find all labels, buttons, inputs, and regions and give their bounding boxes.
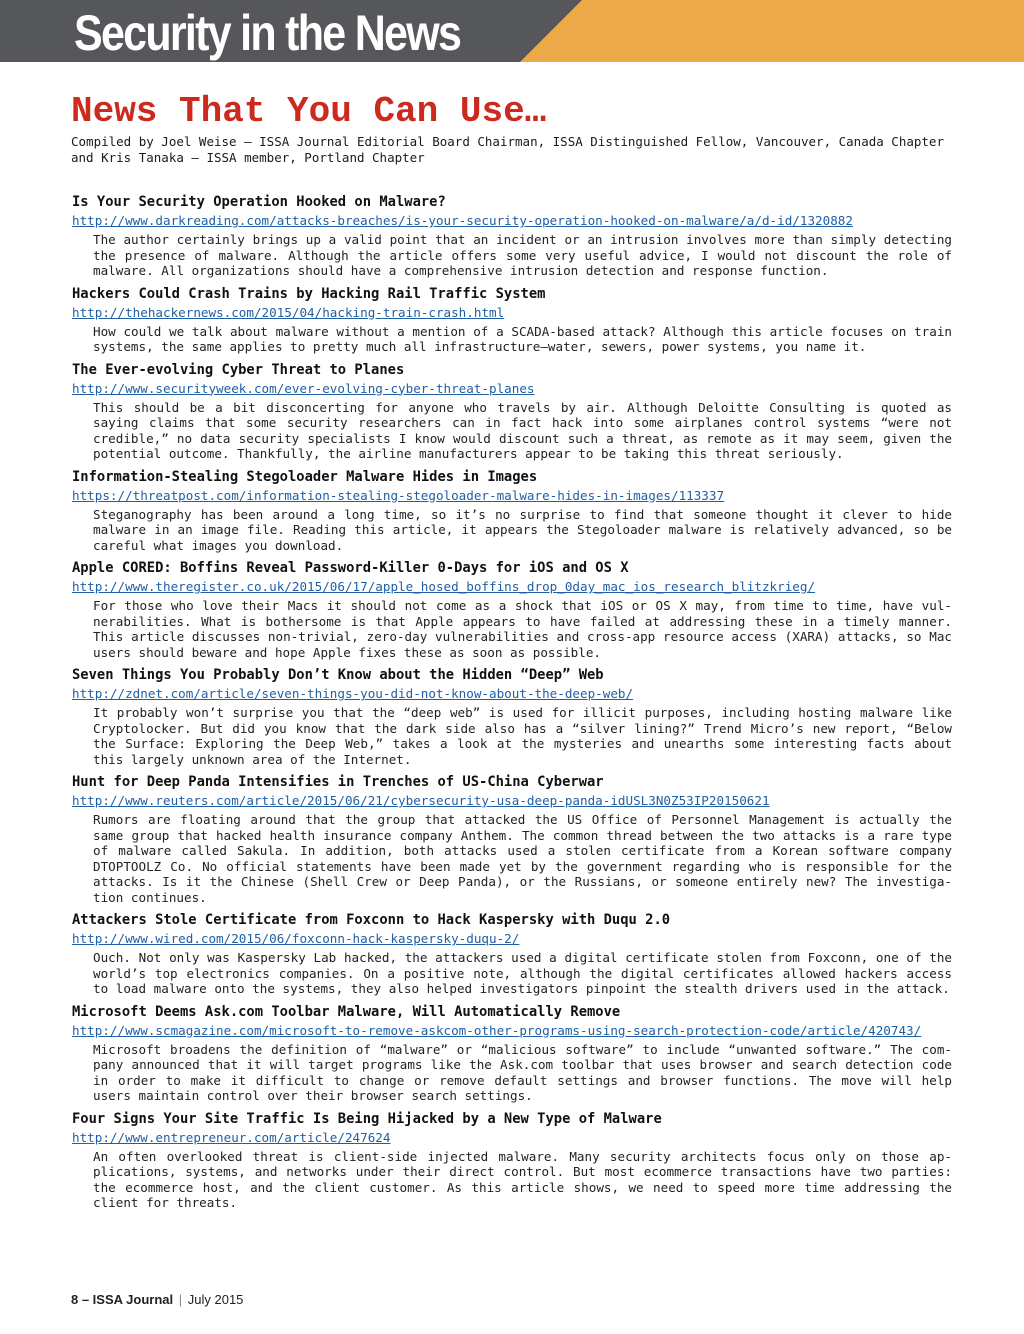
footer-page-label: 8 – ISSA Journal [71,1292,174,1307]
article-link[interactable]: http://www.reuters.com/article/2015/06/21/cybersecurity-usa-deep-panda-idUSL3N0Z53IP20150621 [72,793,770,808]
article-title: Information-Stealing Stegoloader Malware Hides in Images [72,468,538,485]
article-link[interactable]: http://www.wired.com/2015/06/foxconn-hack-kaspersky-duqu-2/ [72,931,520,946]
article-item [72,559,952,660]
section-title: Security in the News [74,5,461,61]
article-link[interactable]: http://www.securityweek.com/ever-evolving-cyber-threat-planes [72,380,535,396]
article-item [72,666,952,767]
article-item [72,361,952,462]
article-title: Is Your Security Operation Hooked on Malware? [72,194,446,210]
article-summary: Rumors are floating around that the group that attacked the US Office of Personnel Management is actually the same group that hacked health insurance company Anthem. The common thread between the two attacks is a rare type of malware called Sakula. In addition, both attacks used a stolen certificate from a Korean software company DTOPTOOLZ Co. No official statements have been made yet by the government regarding who is responsible for the attacks. Is it the Chinese (Shell Crew or Deep Panda), or the Russians, or someone entirely new? The investiga-tion continues. [93,812,952,905]
article-title: The Ever-evolving Cyber Threat to Planes [72,361,405,378]
article-link[interactable]: http://thehackernews.com/2015/04/hacking-train-crash.html [72,304,505,320]
article-list [72,193,952,1217]
article-summary: An often overlooked threat is client-side injected malware. Many security architects focus only on those ap-plications, systems, and networks under their direct control. But most ecommerce transactions have two parties: the ecommerce host, and the client customer. As this article shows, we need to speed more time addressing the client for threats. [93,1148,952,1210]
article-summary: Steganography has been around a long time, so it’s no surprise to find that someone thought it clever to hide malware in an image file. Reading this article, it appears the Stegoloader malware is relatively advanced, so be careful what images you download. [93,506,952,553]
article-summary: This should be a bit disconcerting for anyone who travels by air. Although Deloitte Consulting is quoted as saying claims that some security researchers can in fact hack into some airplanes control systems “were not credible,” no data security specialists I know would discount such a threat, as remote as it may seem, given the potential outcome. Thankfully, the airline manufacturers appear to be taking this threat seriously. [93,399,952,461]
article-item [72,1110,952,1211]
page-title: News That You Can Use… [71,91,547,132]
article-summary: For those who love their Macs it should not come as a shock that iOS or OS X may, from time to time, have vul-nerabilities. What is bothersome is that Apple appears to have failed at addressing these in a timely manner. This article discusses non-trivial, zero-day vulnerabilities and cross-app resource access (XARA) attacks, so Mac users should beware and hope Apple fixes these as soon as possible. [93,598,952,660]
article-title: Seven Things You Probably Don’t Know about the Hidden “Deep” Web [72,667,604,683]
article-item [72,911,952,997]
article-item [72,285,952,355]
article-title: Apple CORED: Boffins Reveal Password-Killer 0-Days for iOS and OS X [72,560,629,576]
section-banner [0,0,1024,62]
article-summary: How could we talk about malware without a mention of a SCADA-based attack? Although this article focuses on train systems, the same applies to pretty much all infrastructure—water, sewers, power systems, you name it. [93,323,952,354]
banner-accent-band [520,0,1024,62]
article-link[interactable]: http://www.darkreading.com/attacks-breaches/is-your-security-operation-hooked-on-malware/a/d-id/1320882 [72,213,853,228]
article-link[interactable]: http://www.scmagazine.com/microsoft-to-remove-askcom-other-programs-using-search-protection-code/article/420743/ [72,1022,922,1038]
article-link[interactable]: http://zdnet.com/article/seven-things-you-did-not-know-about-the-deep-web/ [72,686,634,701]
article-item [72,1003,952,1104]
article-link[interactable]: http://www.theregister.co.uk/2015/06/17/apple_hosed_boffins_drop_0day_mac_ios_research_blitzkrieg/ [72,579,816,594]
article-title: Microsoft Deems Ask.com Toolbar Malware, Will Automatically Remove [72,1003,621,1020]
article-summary: Ouch. Not only was Kaspersky Lab hacked, the attackers used a digital certificate stolen from Foxconn, one of the world’s top electronics companies. On a positive note, although the digital certificates allowed hackers access to load malware onto the systems, they also helped investigators pinpoint the stealth drivers used in the attack. [93,950,952,996]
article-link[interactable]: http://www.entrepreneur.com/article/247624 [72,1129,391,1145]
footer-issue: July 2015 [187,1292,244,1307]
article-title: Four Signs Your Site Traffic Is Being Hijacked by a New Type of Malware [72,1110,662,1127]
article-item [72,193,952,279]
footer-separator: | [178,1292,183,1307]
article-item [72,773,952,905]
article-title: Attackers Stole Certificate from Foxconn to Hack Kaspersky with Duqu 2.0 [72,912,671,928]
article-title: Hackers Could Crash Trains by Hacking Rail Traffic System [72,285,546,302]
article-summary: Microsoft broadens the definition of “malware” or “malicious software” to include “unwanted software.” The com-pany announced that it will target programs like the Ask.com toolbar that uses browser and search detection code in order to make it difficult to change or remove default settings and browser functions. The move will help users maintain control over their browser search settings. [93,1041,952,1103]
article-item [72,468,952,554]
article-summary: It probably won’t surprise you that the “deep web” is used for illicit purposes, including hosting malware like Cryptolocker. But did you know that the dark side also has a “silver lining?” Trend Micro’s new report, “Below the Surface: Exploring the Deep Web,” takes a look at the mysteries and unearths some interesting facts about this largely unknown area of the Internet. [93,705,952,767]
article-title: Hunt for Deep Panda Intensifies in Trenches of US-China Cyberwar [72,774,604,790]
article-link[interactable]: https://threatpost.com/information-stealing-stegoloader-malware-hides-in-images/113337 [72,487,725,503]
byline: Compiled by Joel Weise – ISSA Journal Editorial Board Chairman, ISSA Distinguished Fellow, Vancouver, Canada Chapter and Kris Tanaka – ISSA member, Portland Chapter [71,134,944,165]
article-summary: The author certainly brings up a valid point that an incident or an intrusion involves more than simply detecting the presence of malware. Although the article offers some very useful advice, I would not discount the role of malware. All organizations should have a comprehensive intrusion detection and response function. [93,232,952,278]
page-footer [71,1291,243,1309]
